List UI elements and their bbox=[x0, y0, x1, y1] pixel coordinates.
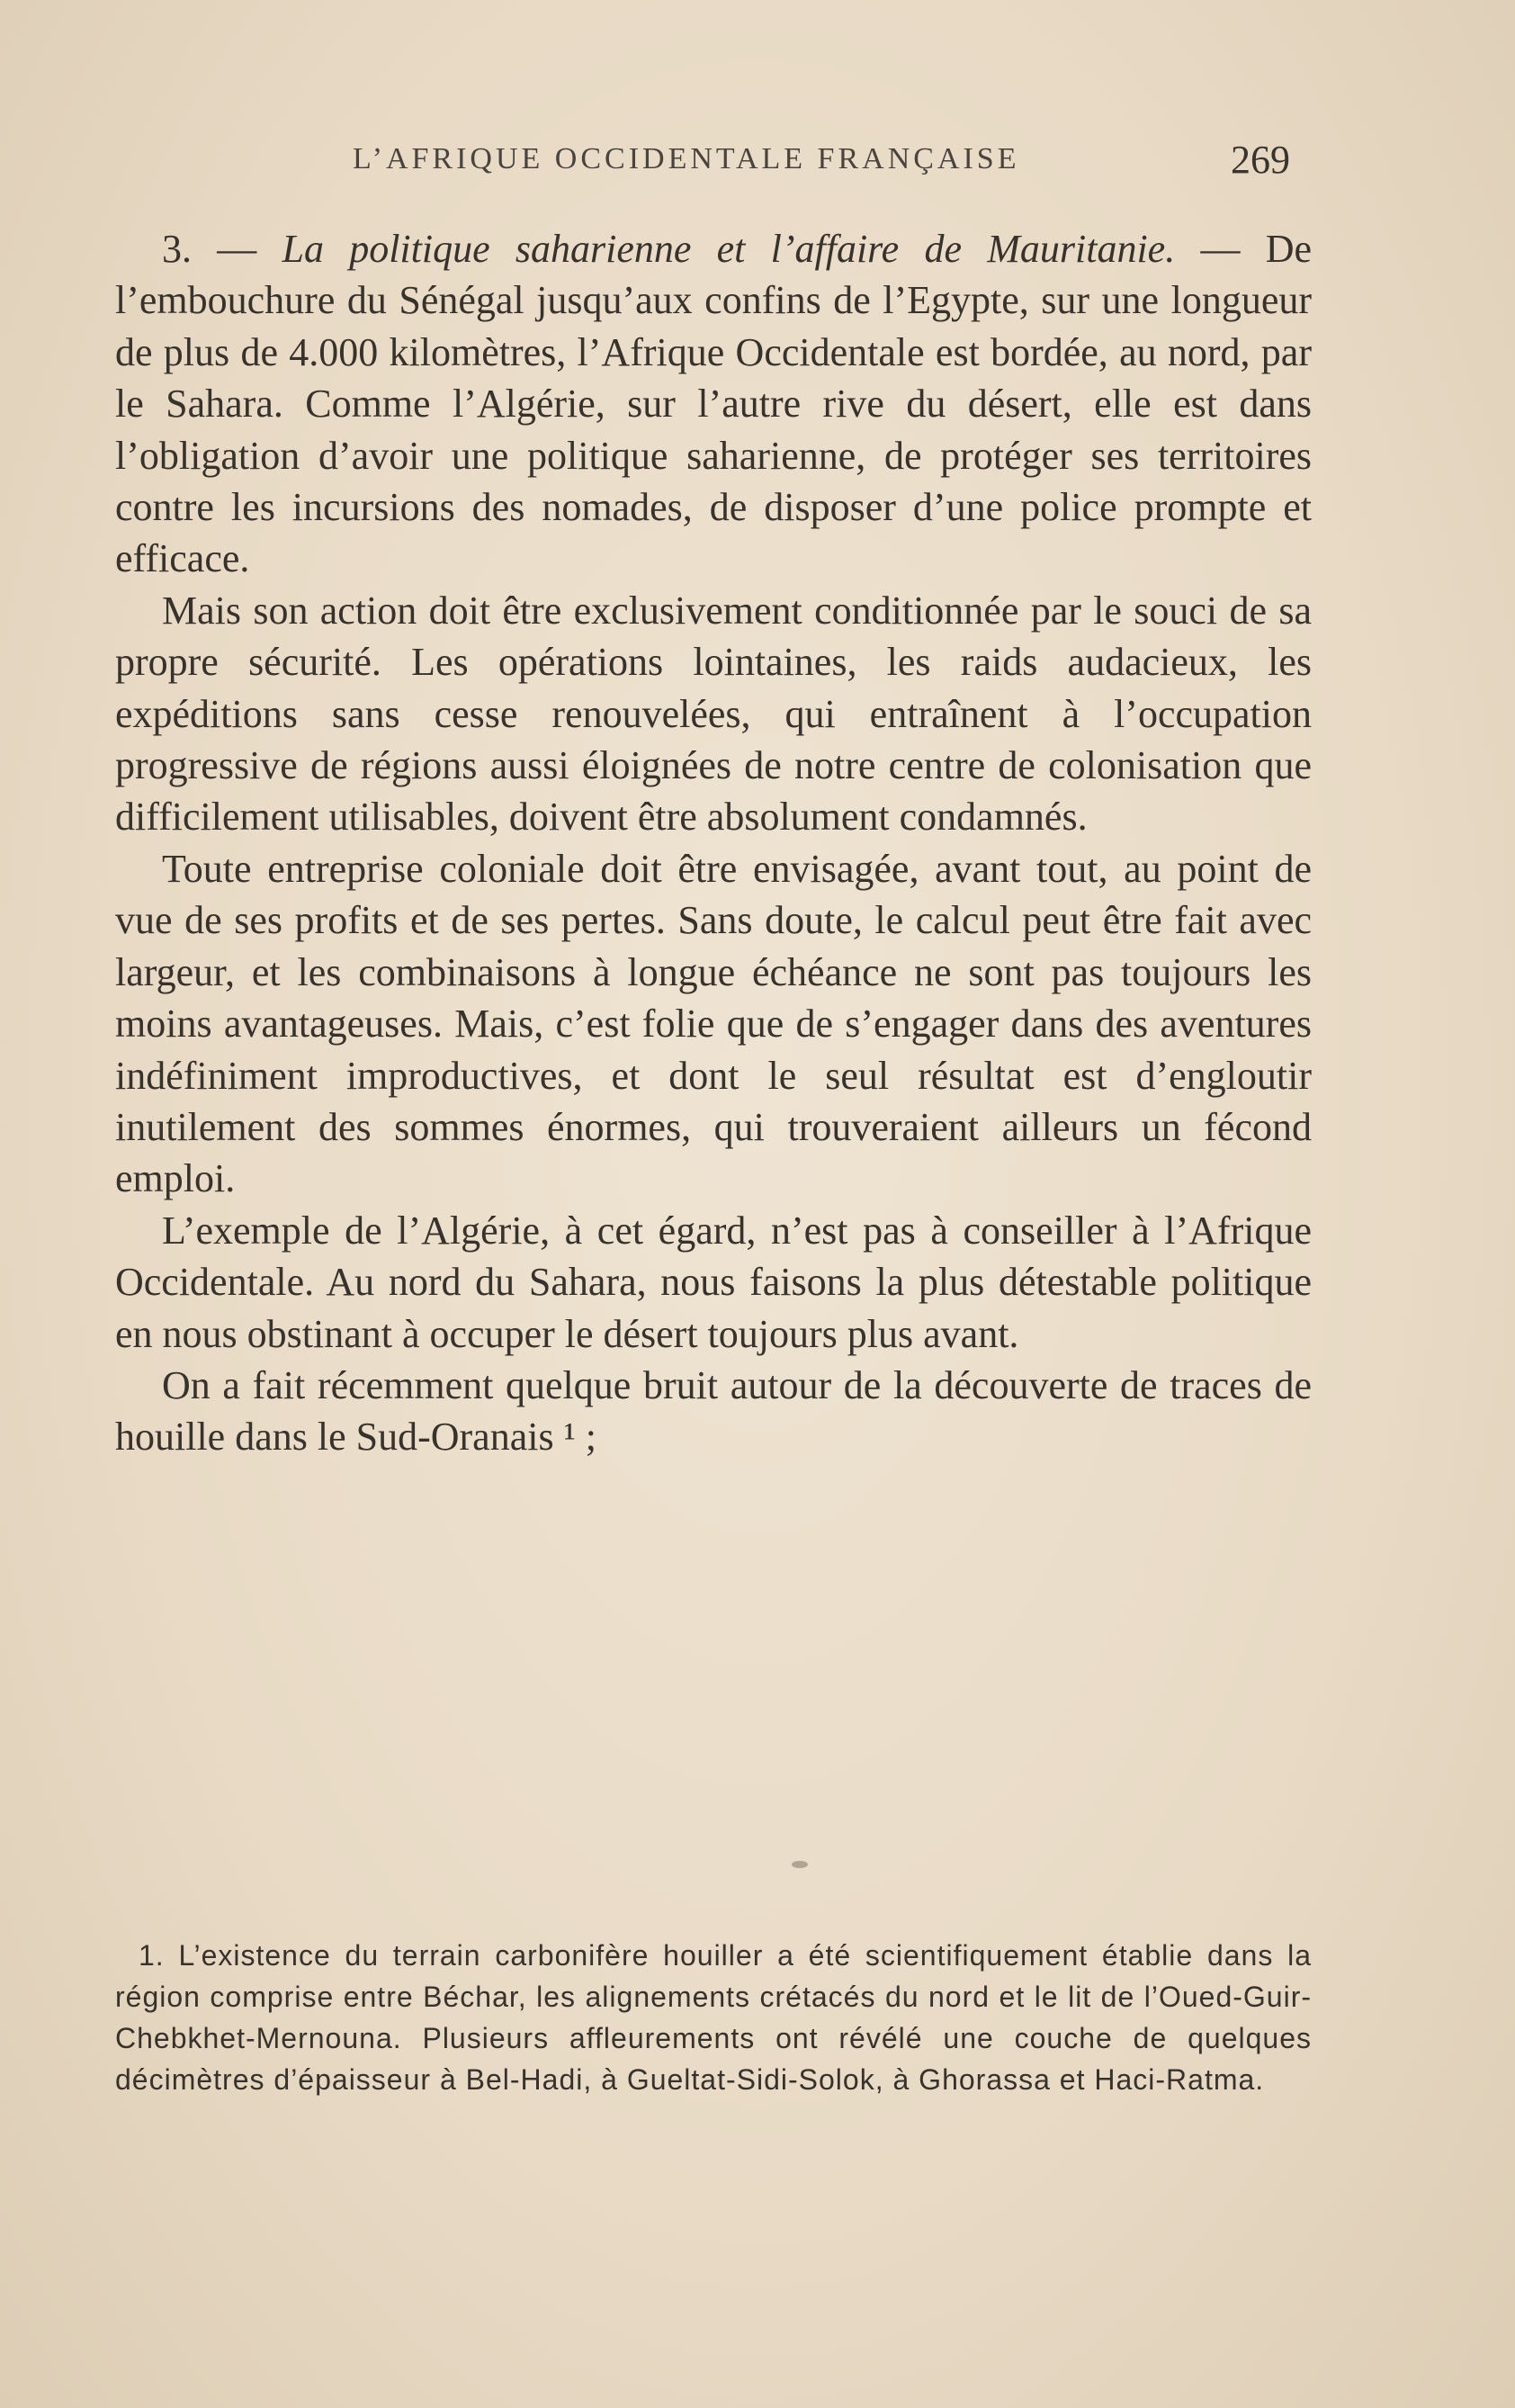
section-intro-text: — De l’embouchure du Sénégal jusqu’aux confins de l’Egypte, sur une longueur de plus de 4.000 kilomètres, l’Afrique Occidentale est bordée, au nord, par le Sahara. Comme l’Algérie, sur l’autre rive du désert, elle est dans l’obligation d’avoir une politique saharienne, de protéger ses territoires contre les incursions des nomades, de disposer d’une police prompte et efficace. bbox=[115, 227, 1312, 581]
section-number: 3. — bbox=[162, 227, 282, 271]
running-head bbox=[0, 138, 1515, 187]
paragraph: Toute entreprise coloniale doit être envisagée, avant tout, au point de vue de ses profits et de ses pertes. Sans doute, le calcul peut être fait avec largeur, et les combinaisons à longue échéance ne sont pas toujours les moins avantageuses. Mais, c’est folie que de s’engager dans des aventures indéfiniment improductives, et dont le seul résultat est d’engloutir inutilement des sommes énormes, qui trouveraient ailleurs un fécond emploi. bbox=[115, 846, 1312, 1201]
footnote-separator-mark bbox=[792, 1861, 808, 1868]
body-text bbox=[115, 223, 1312, 1463]
page-number: 269 bbox=[1231, 138, 1290, 182]
section-title: La politique saharienne et l’affaire de Mauritanie. bbox=[282, 227, 1176, 271]
paragraph: L’exemple de l’Algérie, à cet égard, n’est pas à conseiller à l’Afrique Occidentale. Au nord du Sahara, nous faisons la plus détestable politique en nous obstinant à occuper le désert toujours plus avant. bbox=[115, 1208, 1312, 1356]
running-title: L’AFRIQUE OCCIDENTALE FRANÇAISE bbox=[353, 142, 1020, 175]
paragraph: Mais son action doit être exclusivement conditionnée par le souci de sa propre sécurité. Les opérations lointaines, les raids audacieux, les expéditions sans cesse renouvelées, qui entraînent à l’occupation progressive de régions aussi éloignées de notre centre de colonisation que difficilement utilisables, doivent être absolument condamnés. bbox=[115, 588, 1312, 840]
section-paragraph bbox=[115, 223, 1312, 585]
paragraph: On a fait récemment quelque bruit autour de la découverte de traces de houille dans le Sud-Oranais ¹ ; bbox=[115, 1362, 1312, 1460]
footnote: 1. L’existence du terrain carbonifère houiller a été scientifiquement établie dans la région comprise entre Béchar, les alignements crétacés du nord et le lit de l’Oued-Guir-Chebkhet-Mernouna. Plusieurs affleurements ont révélé une couche de quelques décimètres d’épaisseur à Bel-Hadi, à Gueltat-Sidi-Solok, à Ghorassa et Haci-Ratma. bbox=[115, 1939, 1312, 2096]
